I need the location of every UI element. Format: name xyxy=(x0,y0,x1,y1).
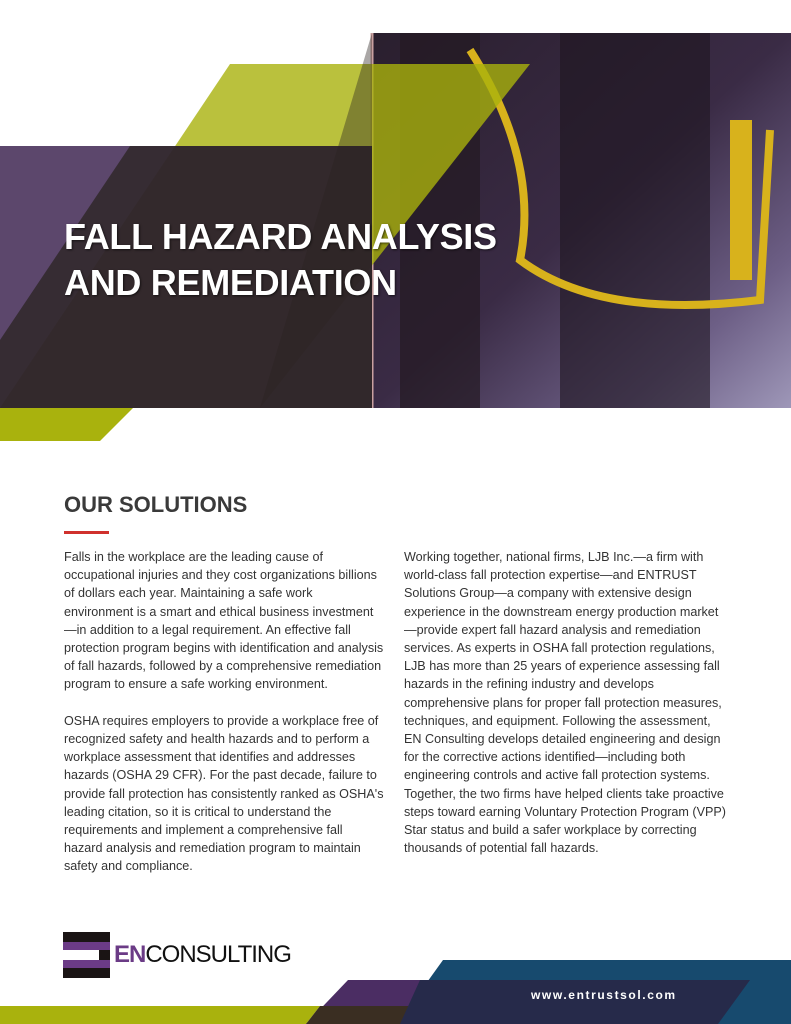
paragraph: OSHA requires employers to provide a workplace free of recognized safety and health hazards and to perform a workplace assessment that identifies and addresses hazards (OSHA 29 CFR). For the past decade, failure to provide fall protection has consistently ranked as OSHA's leading citation, so it is critical to understand the requirements and implement a comprehensive fall hazard analysis and remediation program to maintain safety and compliance. xyxy=(64,713,384,874)
left-column xyxy=(64,548,384,894)
heading-underline xyxy=(64,531,109,534)
title-line-1: FALL HAZARD ANALYSIS xyxy=(64,216,497,257)
footer-band xyxy=(0,950,791,1024)
right-column xyxy=(404,548,730,876)
website-link[interactable]: www.entrustsol.com xyxy=(531,988,677,1002)
section-heading: OUR SOLUTIONS xyxy=(64,492,248,517)
paragraph: Falls in the workplace are the leading cause of occupational injuries and they cost organizations billions of dollars each year. Maintaining a safe work environment is a smart and ethical business investment—in addition to a legal requirement. An effective fall protection program begins with identification and analysis of fall hazards, followed by a comprehensive remediation program to ensure a safe working environment. xyxy=(64,550,384,692)
logo-consulting: CONSULTING xyxy=(145,941,291,968)
logo-en: EN xyxy=(114,941,146,968)
page-title xyxy=(64,214,497,306)
olive-shape xyxy=(0,408,133,441)
paragraph: Working together, national firms, LJB Inc.—a firm with world-class fall protection expertise—and ENTRUST Solutions Group—a company with extensive design experience in the downstream energy production market—provide expert fall hazard analysis and remediation services. As experts in OSHA fall protection regulations, LJB has more than 25 years of experience assessing fall hazards in the refining industry and develops comprehensive plans for proper fall protection measures, techniques, and equipment. Following the assessment, EN Consulting develops detailed engineering and design for the corrective actions identified—including both engineering controls and active fall protection systems. Together, the two firms have helped clients take proactive steps toward earning Voluntary Protection Program (VPP) Star status and build a safer workplace by correcting thousands of potential fall hazards. xyxy=(404,550,726,856)
title-line-2: AND REMEDIATION xyxy=(64,262,397,303)
